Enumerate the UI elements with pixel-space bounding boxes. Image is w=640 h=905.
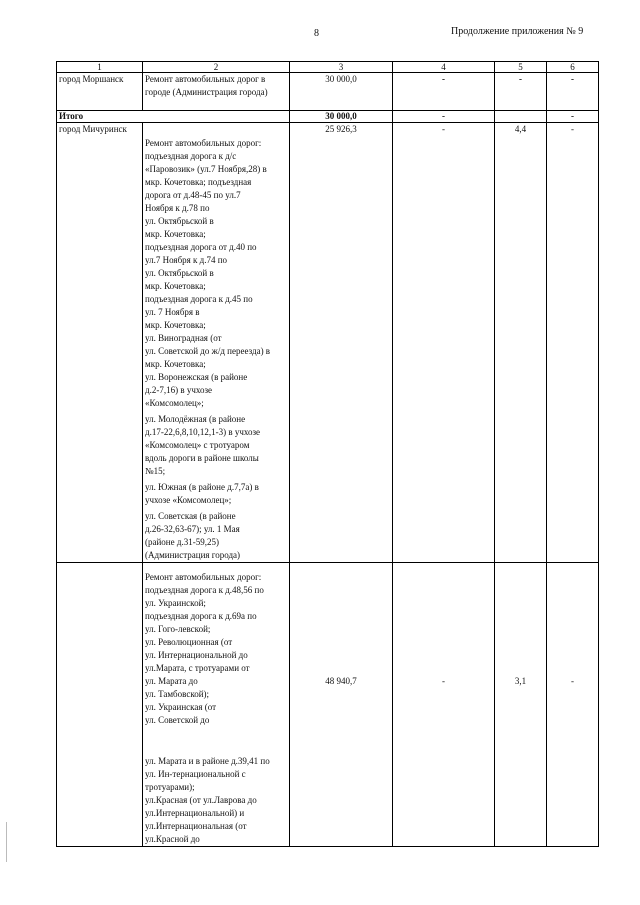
description-line: (районе д.31-59,25)	[145, 537, 219, 547]
description-cell	[143, 73, 290, 111]
description-line: «Паровозик» (ул.7 Ноября,28) в	[145, 164, 267, 174]
col4-cell: -	[393, 73, 495, 111]
description-line: ул. Воронежская (в районе	[145, 372, 248, 382]
description-line: мкр. Кочетовка;	[145, 281, 206, 291]
spacer	[145, 727, 287, 755]
description-line: Ремонт автомобильных дорог:	[145, 138, 262, 148]
amount-cell: 25 926,3	[290, 123, 393, 563]
appendix-table	[56, 61, 599, 847]
description-line: ул. Марата до	[145, 676, 198, 686]
description-line: ул. Октябрьской в	[145, 216, 214, 226]
description-line: ул. Советской до ж/д переезда) в	[145, 346, 271, 356]
description-line: ул.Красная (от ул.Лаврова до	[145, 795, 257, 805]
column-number: 4	[393, 62, 495, 73]
column-number: 6	[547, 62, 599, 73]
description-line: ул.Интернациональной) и	[145, 808, 245, 818]
table-row-morshansk	[57, 73, 599, 111]
description-line: ул. Виноградная (от	[145, 333, 222, 343]
col5-cell: -	[495, 73, 547, 111]
description-line: подъездная дорога к д/с	[145, 151, 237, 161]
table-row-michurinsk-1	[57, 123, 599, 563]
description-line: подъездная дорога к д.45 по	[145, 294, 253, 304]
amount-cell: 30 000,0	[290, 73, 393, 111]
description-line: ул.Интернациональная (от	[145, 821, 247, 831]
description-line: ул.Красной до	[145, 834, 200, 844]
description-line: мкр. Кочетовка; подъездная	[145, 177, 252, 187]
description-line: «Комсомолец» с тротуаром	[145, 440, 250, 450]
description-line: Ремонт автомобильных дорог в	[145, 74, 266, 84]
col6-cell: -	[547, 73, 599, 111]
description-line: ул. 7 Ноября в	[145, 307, 200, 317]
description-line: №15;	[145, 466, 166, 476]
col4-cell: -	[393, 123, 495, 563]
description-line: вдоль дороги в районе школы	[145, 453, 259, 463]
col6-cell: -	[547, 563, 599, 847]
scan-margin-mark	[6, 822, 7, 862]
description-cell	[143, 123, 290, 563]
column-number: 5	[495, 62, 547, 73]
locality-cell: город Моршанск	[57, 73, 143, 111]
description-line: д.2-7,16) в учхозе	[145, 385, 213, 395]
description-line: подъездная дорога к д.69а по	[145, 611, 257, 621]
description-line: подъездная дорога от д.40 по	[145, 242, 257, 252]
table-row-total	[57, 111, 599, 123]
description-line: подъездная дорога к д.48,56 по	[145, 585, 264, 595]
description-line: (Администрация города)	[145, 550, 241, 560]
amount-cell: 48 940,7	[290, 563, 393, 847]
col6-cell: -	[547, 123, 599, 563]
total-col5	[495, 111, 547, 123]
description-line: ул. Ин-тернациональной с	[145, 769, 246, 779]
column-number: 1	[57, 62, 143, 73]
continuation-label: Продолжение приложения № 9	[451, 26, 584, 37]
description-line: дорога от д.48-45 по ул.7	[145, 190, 241, 200]
description-line: ул. Гого-левской;	[145, 624, 211, 634]
total-amount: 30 000,0	[290, 111, 393, 123]
description-line: ул. Марата и в районе д.39,41 по	[145, 756, 270, 766]
col5-cell: 3,1	[495, 563, 547, 847]
description-cell	[143, 563, 290, 847]
description-line: д.26-32,63-67); ул. 1 Мая	[145, 524, 240, 534]
description-line: ул.Марата, с тротуарами от	[145, 663, 250, 673]
description-line: ул. Революционная (от	[145, 637, 233, 647]
description-line: ул. Октябрьской в	[145, 268, 214, 278]
total-col4: -	[393, 111, 495, 123]
page-number: 8	[314, 28, 319, 39]
description-line: мкр. Кочетовка;	[145, 359, 206, 369]
locality-cell	[57, 563, 143, 847]
description-line: ул. Советская (в районе	[145, 511, 236, 521]
description-line: мкр. Кочетовка;	[145, 229, 206, 239]
description-line: учхозе «Комсомолец»;	[145, 495, 232, 505]
description-line: «Комсомолец»;	[145, 398, 204, 408]
locality-cell: город Мичуринск	[57, 123, 143, 563]
description-line: ул. Интернациональной до	[145, 650, 248, 660]
column-number: 3	[290, 62, 393, 73]
description-line: ул. Молодёжная (в районе	[145, 414, 246, 424]
description-line: д.17-22,6,8,10,12,1-3) в учхозе	[145, 427, 261, 437]
description-line: городе (Администрация города)	[145, 87, 268, 97]
col4-cell: -	[393, 563, 495, 847]
description-line: ул. Южная (в районе д.7,7а) в	[145, 482, 259, 492]
description-line: ул. Советской до	[145, 715, 210, 725]
description-line: мкр. Кочетовка;	[145, 320, 206, 330]
description-line: тротуарами);	[145, 782, 195, 792]
total-label: Итого	[57, 111, 290, 123]
description-line: ул. Украинская (от	[145, 702, 217, 712]
description-line: Ноября к д.78 по	[145, 203, 210, 213]
col5-cell: 4,4	[495, 123, 547, 563]
column-number: 2	[143, 62, 290, 73]
description-line: ул. Украинской;	[145, 598, 206, 608]
table-row-michurinsk-2	[57, 563, 599, 847]
description-line: ул.7 Ноября к д.74 по	[145, 255, 228, 265]
description-line: Ремонт автомобильных дорог:	[145, 572, 262, 582]
description-line: ул. Тамбовской);	[145, 689, 210, 699]
total-col6: -	[547, 111, 599, 123]
column-numbers-row	[57, 62, 599, 73]
